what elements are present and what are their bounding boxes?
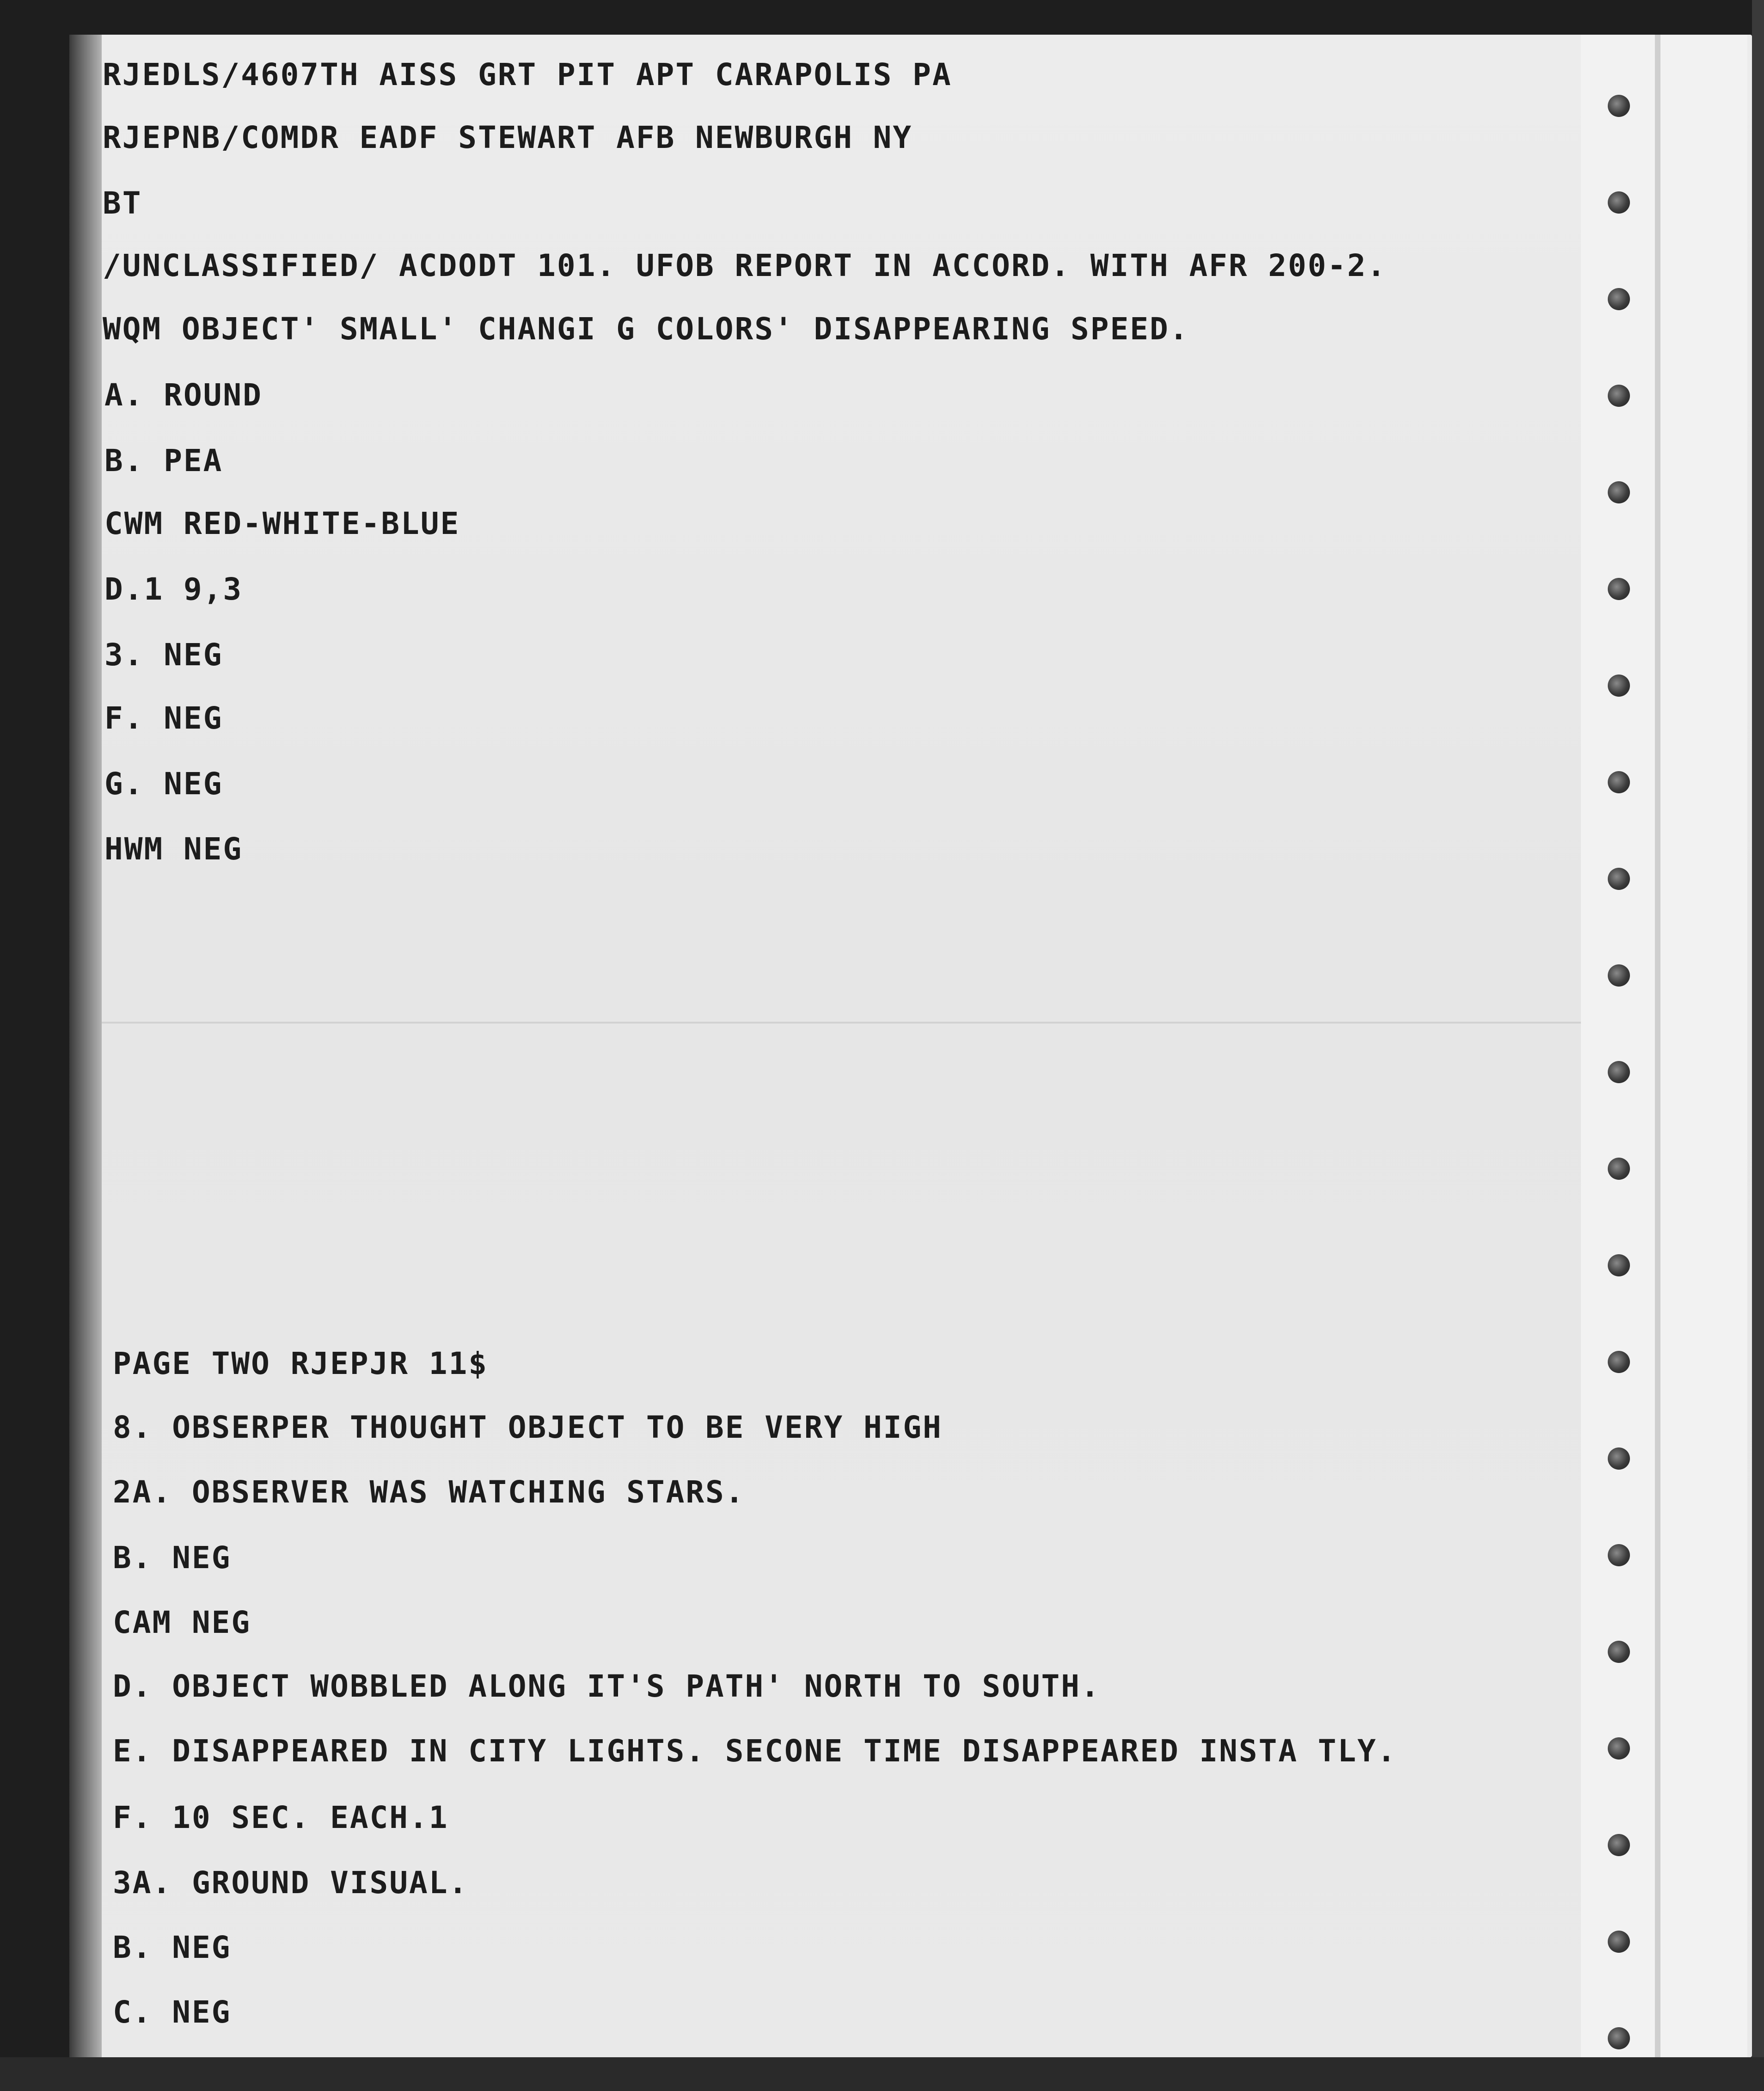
page-two-header: PAGE TWO RJEPJR 11$ bbox=[113, 1346, 488, 1381]
item-f: F. NEG bbox=[104, 700, 223, 736]
routing-line-2: RJEPNB/COMDR EADF STEWART AFB NEWBURGH NY bbox=[103, 120, 913, 155]
item-8-altitude: 8. OBSERPER THOUGHT OBJECT TO BE VERY HIGH bbox=[113, 1410, 943, 1445]
scan-border-bottom bbox=[0, 2057, 1764, 2091]
item-g: G. NEG bbox=[104, 766, 223, 802]
subject-line: /UNCLASSIFIED/ ACDODT 101. UFOB REPORT IN ACCORD. WITH AFR 200-2. bbox=[103, 248, 1387, 283]
fold-line bbox=[102, 1022, 1747, 1024]
item-c-color: CWM RED-WHITE-BLUE bbox=[104, 506, 460, 541]
break-line: BT bbox=[103, 185, 142, 221]
feed-hole bbox=[1608, 1641, 1630, 1663]
feed-hole bbox=[1608, 675, 1630, 697]
tractor-feed-strip bbox=[1581, 35, 1747, 2057]
perforation-edge bbox=[1655, 35, 1660, 2057]
feed-hole bbox=[1608, 2027, 1630, 2049]
summary-line: WQM OBJECT' SMALL' CHANGI G COLORS' DISAPPEARING SPEED. bbox=[103, 311, 1189, 347]
feed-hole bbox=[1608, 1254, 1630, 1276]
item-2b: B. NEG bbox=[113, 1540, 232, 1576]
feed-hole bbox=[1608, 964, 1630, 987]
item-2f-duration: F. 10 SEC. EACH.1 bbox=[113, 1800, 449, 1835]
paper-left-shadow bbox=[69, 35, 102, 2057]
item-e: 3. NEG bbox=[104, 637, 223, 673]
feed-hole bbox=[1608, 771, 1630, 793]
routing-line-1: RJEDLS/4607TH AISS GRT PIT APT CARAPOLIS PA bbox=[103, 57, 952, 92]
feed-hole bbox=[1608, 191, 1630, 214]
item-h: HWM NEG bbox=[104, 831, 243, 867]
feed-hole bbox=[1608, 95, 1630, 117]
feed-hole bbox=[1608, 1834, 1630, 1856]
feed-hole bbox=[1608, 481, 1630, 503]
item-a-shape: A. ROUND bbox=[104, 377, 263, 413]
feed-hole bbox=[1608, 1158, 1630, 1180]
item-2e-disappearance: E. DISAPPEARED IN CITY LIGHTS. SECONE TIME DISAPPEARED INSTA TLY. bbox=[113, 1733, 1397, 1769]
item-2a-attention: 2A. OBSERVER WAS WATCHING STARS. bbox=[113, 1474, 745, 1510]
item-3c: C. NEG bbox=[113, 1994, 232, 2030]
item-2c: CAM NEG bbox=[113, 1605, 251, 1640]
scan-border-right bbox=[1752, 0, 1764, 2091]
feed-hole bbox=[1608, 1061, 1630, 1083]
feed-hole bbox=[1608, 1447, 1630, 1470]
feed-hole bbox=[1608, 385, 1630, 407]
item-3b: B. NEG bbox=[113, 1930, 232, 1965]
feed-hole bbox=[1608, 1351, 1630, 1373]
item-2d-path: D. OBJECT WOBBLED ALONG IT'S PATH' NORTH TO SOUTH. bbox=[113, 1668, 1101, 1704]
feed-hole bbox=[1608, 1737, 1630, 1760]
item-d-number: D.1 9,3 bbox=[104, 571, 243, 607]
feed-hole bbox=[1608, 868, 1630, 890]
feed-hole bbox=[1608, 1544, 1630, 1566]
feed-hole bbox=[1608, 1931, 1630, 1953]
item-b-size: B. PEA bbox=[104, 443, 223, 478]
feed-hole bbox=[1608, 288, 1630, 310]
feed-hole bbox=[1608, 578, 1630, 600]
item-3a-method: 3A. GROUND VISUAL. bbox=[113, 1865, 469, 1901]
